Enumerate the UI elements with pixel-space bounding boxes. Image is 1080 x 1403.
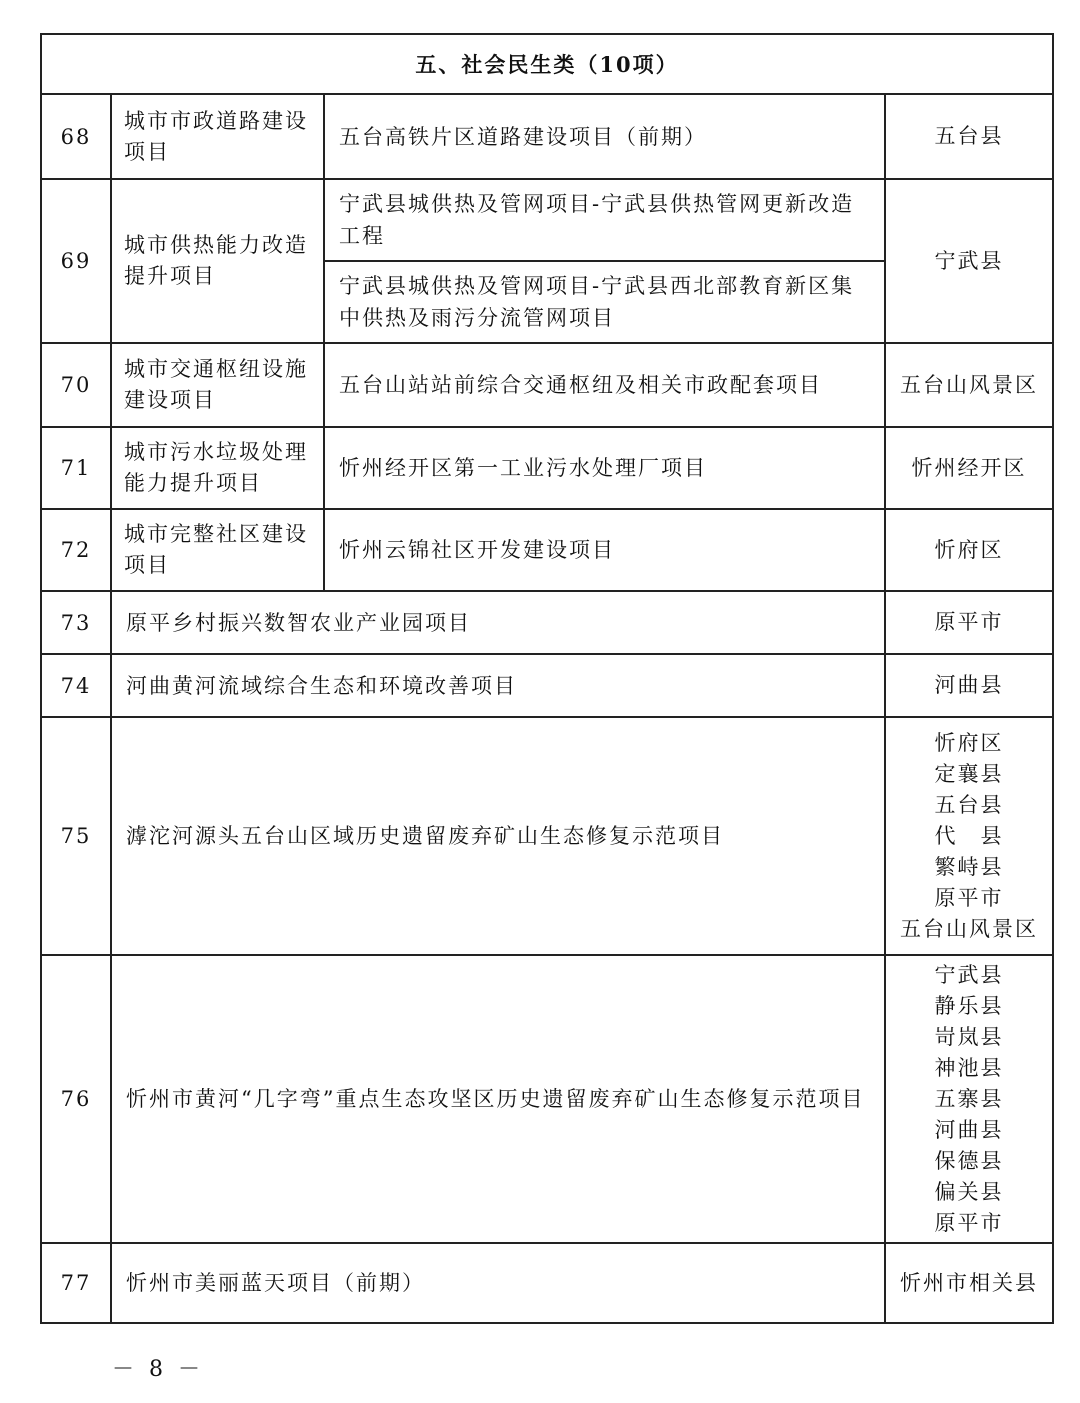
region-cell — [885, 591, 1053, 654]
region-cell — [885, 343, 1053, 427]
region-cell — [885, 955, 1053, 1243]
table-row — [41, 654, 1053, 717]
region-name: 忻府区 — [934, 537, 1004, 562]
project-cell: 忻州市美丽蓝天项目（前期） — [111, 1243, 885, 1323]
table-row — [41, 955, 1053, 1243]
region-name: 原平市 — [934, 885, 1004, 910]
region-name: 五台山风景区 — [900, 372, 1039, 397]
region-name: 静乐县 — [934, 993, 1004, 1018]
region-cell — [885, 1243, 1053, 1323]
row-number: 74 — [41, 654, 111, 717]
row-number: 69 — [41, 179, 111, 343]
row-number: 75 — [41, 717, 111, 955]
category-cell: 城市污水垃圾处理能力提升项目 — [111, 427, 324, 509]
project-cell: 五台山站站前综合交通枢纽及相关市政配套项目 — [324, 343, 885, 427]
region-name: 代 县 — [934, 823, 1004, 848]
region-name: 河曲县 — [934, 1117, 1004, 1142]
project-cell: 原平乡村振兴数智农业产业园项目 — [111, 591, 885, 654]
region-name: 原平市 — [934, 610, 1004, 634]
row-number: 71 — [41, 427, 111, 509]
section-title: 五、社会民生类（10项） — [41, 34, 1053, 94]
region-name: 忻州经开区 — [911, 455, 1027, 480]
table-row — [41, 717, 1053, 955]
region-name: 偏关县 — [934, 1179, 1004, 1204]
region-name: 忻府区 — [934, 730, 1004, 755]
region-name: 五寨县 — [934, 1086, 1004, 1111]
region-name: 五台县 — [934, 124, 1004, 148]
project-cell: 宁武县城供热及管网项目-宁武县供热管网更新改造工程 — [324, 179, 885, 261]
row-number: 68 — [41, 94, 111, 179]
project-cell: 宁武县城供热及管网项目-宁武县西北部教育新区集中供热及雨污分流管网项目 — [324, 261, 885, 343]
region-name: 原平市 — [934, 1210, 1004, 1235]
project-cell: 忻州经开区第一工业污水处理厂项目 — [324, 427, 885, 509]
table-row — [41, 1243, 1053, 1323]
region-cell — [885, 179, 1053, 343]
region-name: 定襄县 — [934, 761, 1004, 786]
category-cell: 城市市政道路建设项目 — [111, 94, 324, 179]
table-row — [41, 94, 1053, 179]
page-number: － 8 － — [112, 1357, 204, 1382]
region-name: 岢岚县 — [934, 1024, 1004, 1049]
region-name: 神池县 — [934, 1055, 1004, 1080]
project-cell: 忻州云锦社区开发建设项目 — [324, 509, 885, 591]
region-cell — [885, 509, 1053, 591]
table-row — [41, 427, 1053, 509]
project-cell: 滹沱河源头五台山区域历史遗留废弃矿山生态修复示范项目 — [111, 717, 885, 955]
table-row — [41, 509, 1053, 591]
region-name: 宁武县 — [934, 248, 1004, 273]
project-cell: 忻州市黄河“几字弯”重点生态攻坚区历史遗留废弃矿山生态修复示范项目 — [111, 955, 885, 1243]
table-row — [41, 179, 1053, 261]
category-cell: 城市供热能力改造提升项目 — [111, 179, 324, 343]
table-row — [41, 591, 1053, 654]
row-number: 70 — [41, 343, 111, 427]
region-name: 忻州市相关县 — [900, 1270, 1039, 1295]
region-cell — [885, 427, 1053, 509]
region-cell — [885, 654, 1053, 717]
row-number: 76 — [41, 955, 111, 1243]
region-name: 五台县 — [934, 792, 1004, 817]
region-name: 河曲县 — [934, 673, 1004, 697]
table-row — [41, 343, 1053, 427]
project-table — [40, 33, 1054, 1324]
category-cell: 城市交通枢纽设施建设项目 — [111, 343, 324, 427]
region-cell — [885, 94, 1053, 179]
region-name: 宁武县 — [934, 962, 1004, 987]
region-name: 保德县 — [934, 1148, 1004, 1173]
region-name: 五台山风景区 — [900, 916, 1039, 941]
row-number: 77 — [41, 1243, 111, 1323]
row-number: 73 — [41, 591, 111, 654]
section-header-row — [41, 34, 1053, 94]
region-cell — [885, 717, 1053, 955]
category-cell: 城市完整社区建设项目 — [111, 509, 324, 591]
row-number: 72 — [41, 509, 111, 591]
project-cell: 五台高铁片区道路建设项目（前期） — [324, 94, 885, 179]
project-cell: 河曲黄河流域综合生态和环境改善项目 — [111, 654, 885, 717]
region-name: 繁峙县 — [934, 854, 1004, 879]
